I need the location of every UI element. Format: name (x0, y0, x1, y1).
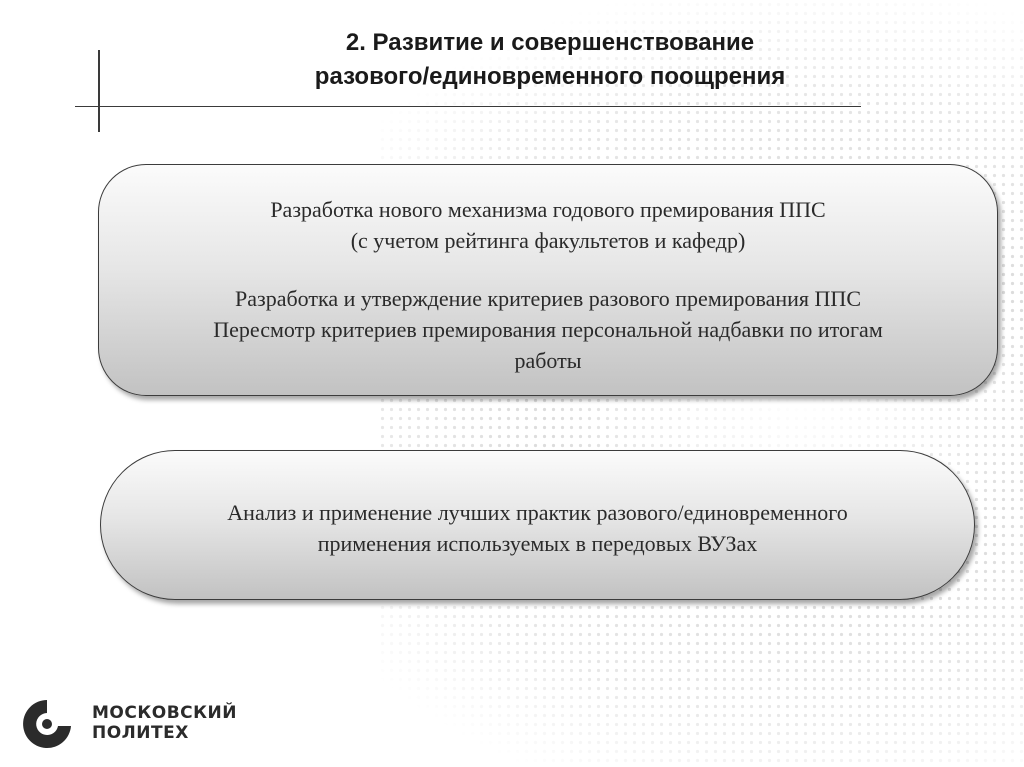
title-horizontal-rule (75, 106, 861, 107)
box-1-line-2: (с учетом рейтинга факультетов и кафедр) (350, 228, 746, 253)
logo-wordmark (92, 703, 237, 743)
slide-title-line-2: разового/единовременного поощрения (314, 63, 786, 90)
moscow-polytech-logo-icon (20, 697, 74, 751)
box-1-line-3: Разработка и утверждение критериев разового премирования ППС (235, 286, 861, 311)
logo-line-1: МОСКОВСКИЙ (92, 703, 237, 723)
box-2-line-2: применения используемых в передовых ВУЗах (317, 531, 758, 556)
box-1-line-5: работы (514, 348, 582, 373)
moscow-polytech-logo (20, 695, 320, 751)
content-box-best-practices (100, 450, 975, 600)
title-vertical-rule (98, 50, 100, 132)
box-1-line-4: Пересмотр критериев премирования персональной надбавки по итогам (213, 317, 883, 342)
box-2-line-1: Анализ и применение лучших практик разового/единовременного (227, 500, 848, 525)
slide-title-line-1: 2. Развитие и совершенствование (345, 29, 755, 56)
slide-title (200, 26, 900, 94)
box-1-line-1: Разработка нового механизма годового премирования ППС (270, 197, 826, 222)
content-box-premium-mechanism (98, 164, 998, 396)
logo-line-2: ПОЛИТЕХ (92, 723, 189, 743)
